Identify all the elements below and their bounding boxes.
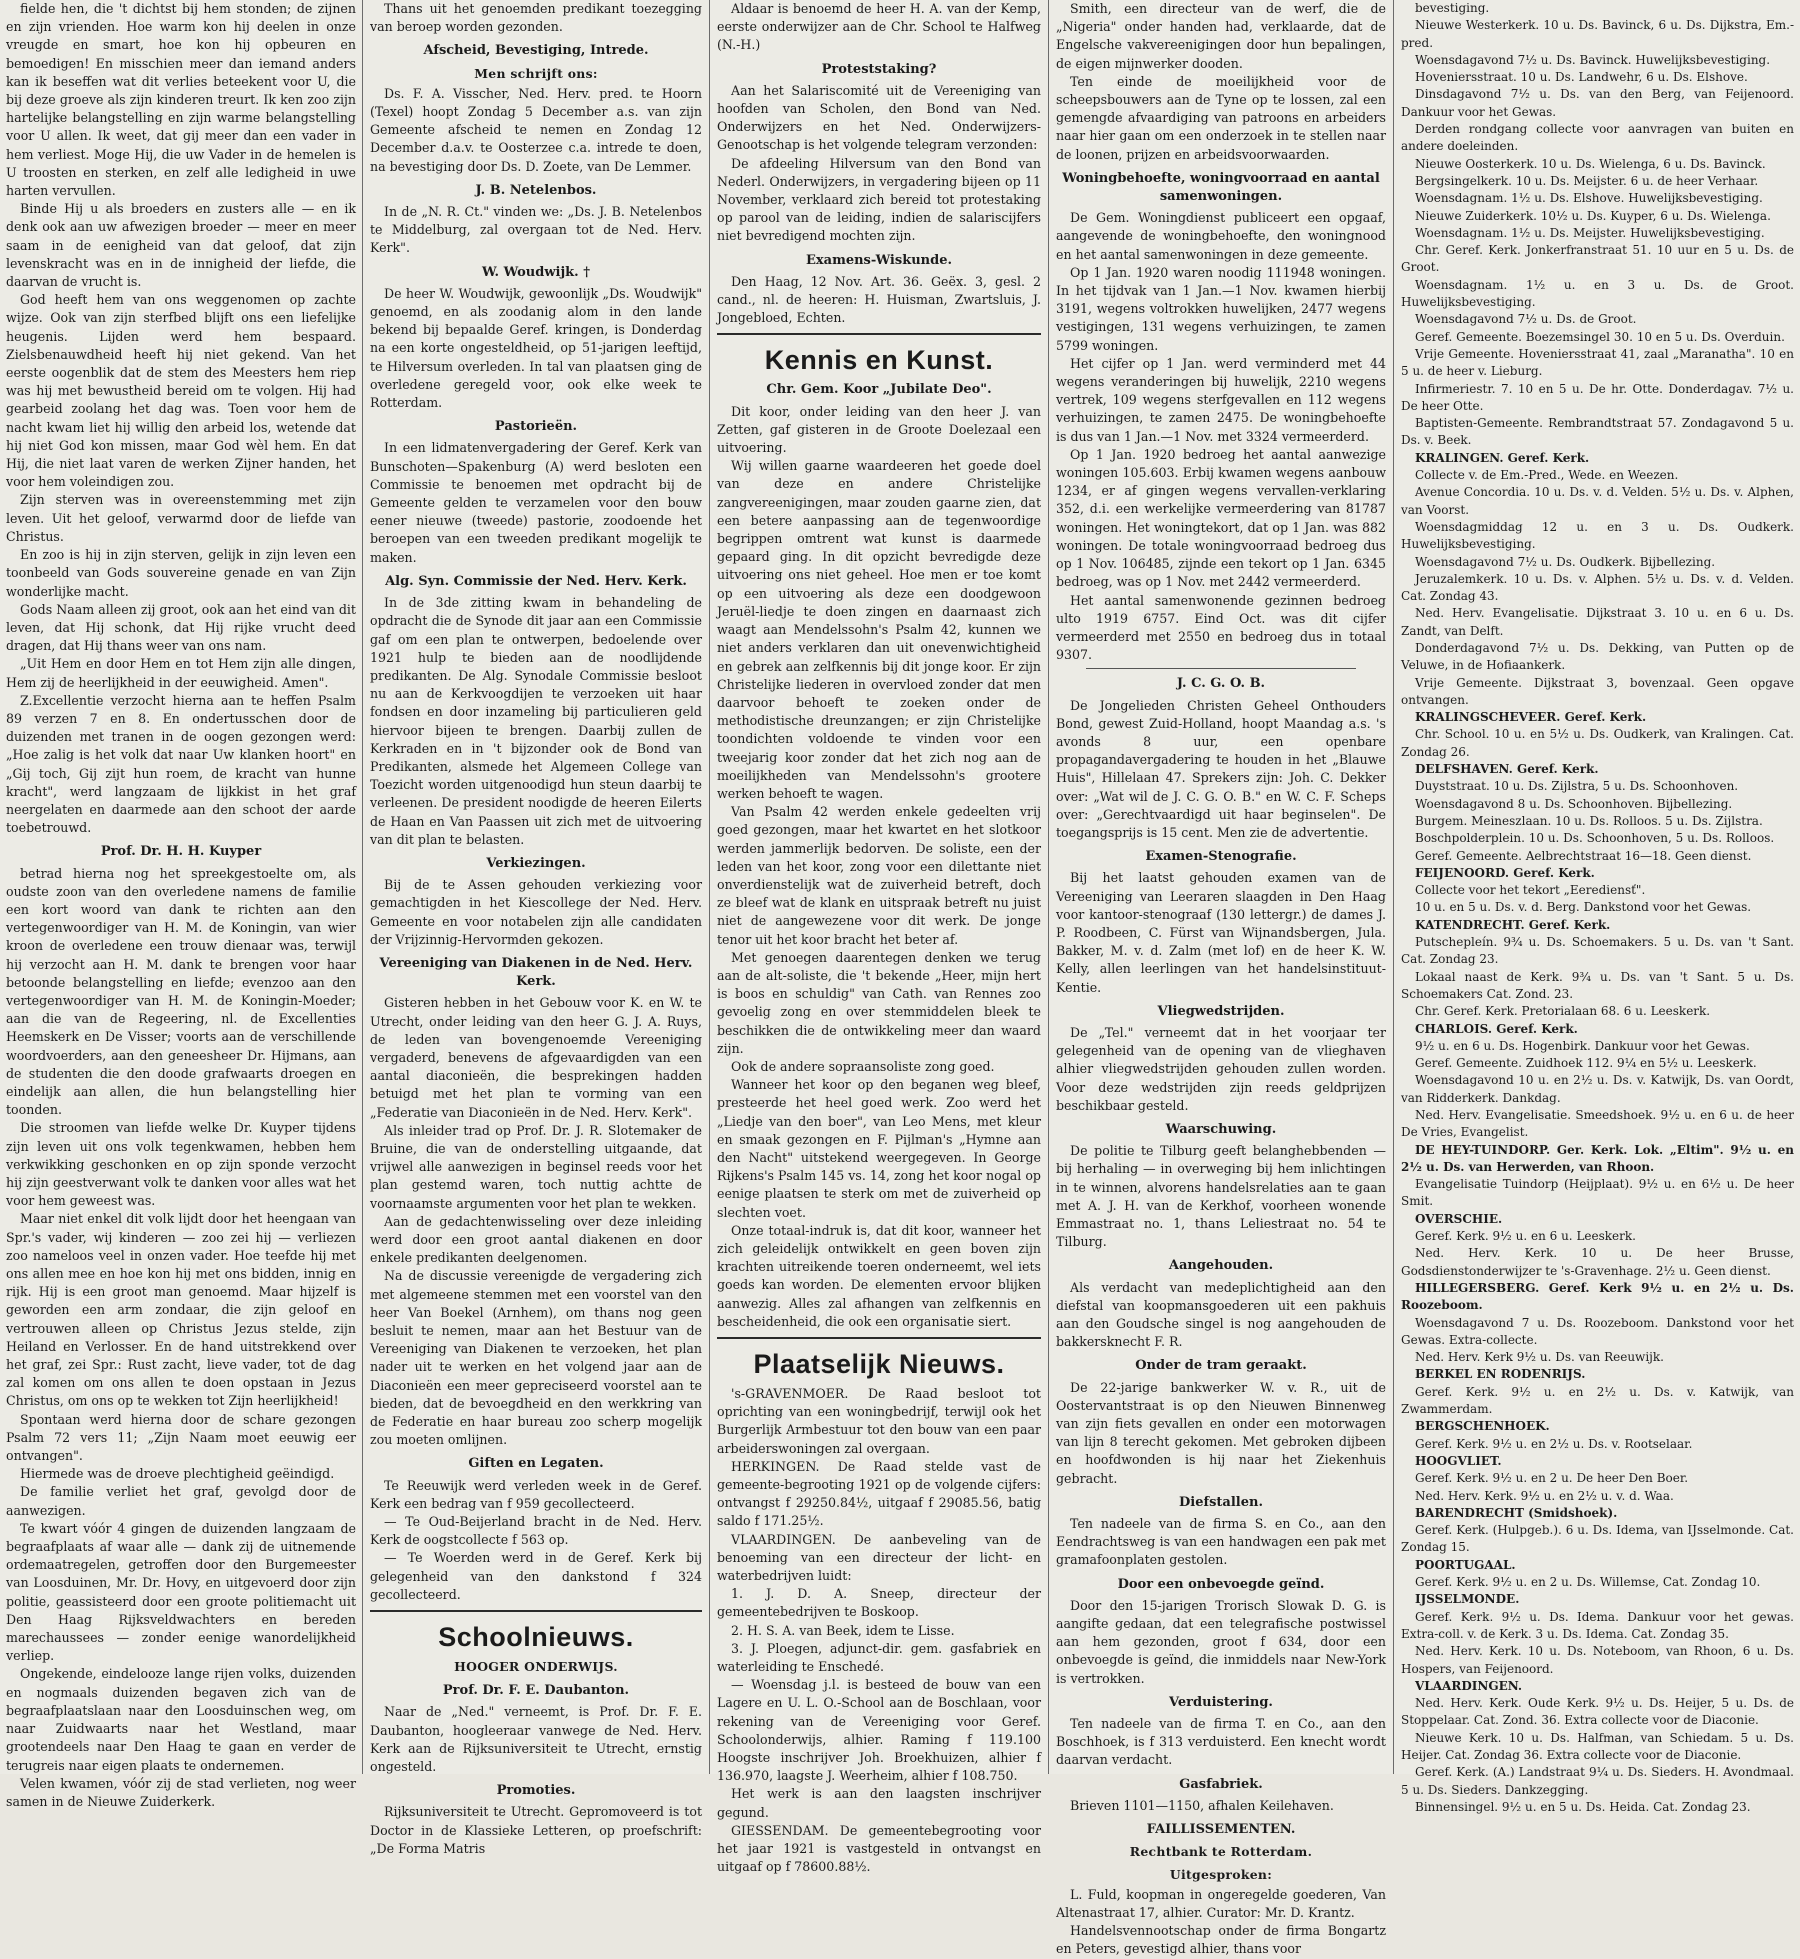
church-service-entry: Ned. Herv. Kerk. 10 u. Ds. Noteboom, van Rhoon, 6 u. Ds. Hospers, van Feijenoord. bbox=[1401, 1644, 1794, 1676]
church-service-entry: Woensdagnam. 1½ u. Ds. Meijster. Huwelijksbevestiging. bbox=[1415, 225, 1765, 240]
paragraph: Door den 15-jarigen Trorisch Slowak D. G. is aangifte gedaan, dat een telegrafische postwissel aan hem gezonden, groot f 634, door een onbevoegde is geïnd, die inmiddels naar New-York is vertrokken. bbox=[1056, 1597, 1386, 1686]
church-service-entry: Burgem. Meineszlaan. 10 u. Ds. Rolloos. 5 u. Ds. Zijlstra. bbox=[1415, 813, 1763, 828]
paragraph: 1. J. D. A. Sneep, directeur der gemeentebedrijven te Boskoop. bbox=[717, 1586, 1041, 1620]
section-heading: Verduistering. bbox=[1169, 1694, 1273, 1710]
church-service-entry: Hoveniersstraat. 10 u. Ds. Landwehr, 6 u. Ds. Elshove. bbox=[1415, 70, 1748, 85]
paragraph: De afdeeling Hilversum van den Bond van Nederl. Onderwijzers, in vergadering bijeen op 11 November, verklaard zich bereid tot protestaking op parool van de leiding, indien de salariscijfers niet bevredigend mochten zijn. bbox=[717, 155, 1041, 244]
section-heading: Waarschuwing. bbox=[1165, 1121, 1277, 1137]
column-divider bbox=[1048, 0, 1049, 1774]
church-service-entry: Chr. Geref. Kerk. Pretorialaan 68. 6 u. Leeskerk. bbox=[1415, 1004, 1711, 1019]
paragraph: Rijksuniversiteit te Utrecht. Gepromoveerd is tot Doctor in de Klassieke Letteren, op proefschrift: „De Forma Matris bbox=[370, 1804, 702, 1856]
church-service-entry: Ned. Herv. Kerk. Oude Kerk. 9½ u. Ds. Heijer, 5 u. Ds. de Stoppelaar. Cat. Zond. 36. Extra collecte voor de Diaconie. bbox=[1401, 1696, 1794, 1728]
paragraph: Gods Naam alleen zij groot, ook aan het eind van dit leven, dat Hij schonk, dat Hij rijke vrucht deed dragen, dat Hij thans weer van ons nam. bbox=[6, 601, 356, 654]
paragraph: Handelsvennootschap onder de firma Bongartz en Peters, gevestigd alhier, thans voor bbox=[1056, 1923, 1386, 1957]
church-service-entry: Woensdagnam. 1½ u. en 3 u. Ds. de Groot. Huwelijksbevestiging. bbox=[1401, 277, 1794, 310]
church-service-entry: Boschpolderplein. 10 u. Ds. Schoonhoven, 5 u. Ds. Rolloos. bbox=[1415, 831, 1775, 846]
church-service-entry: Dinsdagavond 7½ u. Ds. van den Berg, van Feijenoord. Dankuur voor het Gewas. bbox=[1401, 87, 1794, 119]
church-service-entry: KATENDRECHT. Geref. Kerk. bbox=[1415, 917, 1611, 932]
church-service-entry: Ned. Herv. Kerk. 9½ u. en 2½ u. v. d. Waa. bbox=[1415, 1488, 1674, 1503]
paragraph: Op 1 Jan. 1920 bedroeg het aantal aanwezige woningen 105.603. Erbij kwamen wegens aanbouw 1234, er af gingen wegens vervallen-verklaring 352, d.i. een werkelijke vermeerdering van 81787 woningen. Het woningtekort, dat op 1 Jan. was 882 woningen. De totale woningvoorraad bedroeg dus op 1 Nov. 106485, zijnde een tekort op 1 Jan. 6345 bedroeg, was op 1 Nov. met 2442 vermeerderd. bbox=[1056, 446, 1386, 590]
paragraph: — Woensdag j.l. is besteed de bouw van een Lagere en U. L. O.-School aan de Boschlaan, voor rekening van de Vereeniging voor Geref. Schoolonderwijs, alhier. Raming f 119.100 Hoogste inschrijver Joh. Broekhuizen, alhier f 136.970, laagste J. Weerheim, alhier f 108.750. bbox=[717, 1677, 1041, 1784]
section-heading: Verkiezingen. bbox=[486, 855, 586, 871]
church-service-entry: Geref. Kerk. 9½ u. en 6 u. Leeskerk. bbox=[1415, 1229, 1636, 1244]
divider bbox=[370, 1610, 702, 1612]
paragraph: En zoo is hij in zijn sterven, gelijk in zijn leven een toonbeeld van Gods souvereine genade en van Zijn wonderlijke macht. bbox=[6, 547, 356, 599]
section-heading: Aangehouden. bbox=[1168, 1258, 1274, 1274]
church-service-entry: Putschepleín. 9¾ u. Ds. Schoemakers. 5 u. Ds. van 't Sant. Cat. Zondag 23. bbox=[1401, 935, 1794, 967]
section-title: Schoolnieuws. bbox=[438, 1622, 634, 1653]
section-heading: J. B. Netelenbos. bbox=[475, 182, 597, 198]
church-service-entry: Ned. Herv. Kerk. 10 u. De heer Brusse, Godsdienstonderwijzer te 's-Gravenhage. 2½ u. Geen dienst. bbox=[1401, 1246, 1794, 1278]
church-service-entry: VLAARDINGEN. bbox=[1415, 1678, 1523, 1693]
church-service-entry: Geref. Kerk. 9½ u. en 2 u. De heer Den Boer. bbox=[1415, 1471, 1689, 1486]
paragraph: De 22-jarige bankwerker W. v. R., uit de Oostervantstraat is op den Nieuwen Binnenweg van zijn fiets gevallen en onder een motorwagen van lijn 8 terecht gekomen. Met gebroken dijbeen en hoofdwonden is hij naar het Ziekenhuis gebracht. bbox=[1056, 1379, 1386, 1486]
church-service-entry: Woensdagavond 7 u. Ds. Roozeboom. Dankstond voor het Gewas. Extra-collecte. bbox=[1401, 1315, 1794, 1347]
church-service-entry: Nieuwe Oosterkerk. 10 u. Ds. Wielenga, 6 u. Ds. Bavinck. bbox=[1415, 156, 1766, 171]
church-service-entry: Nieuwe Kerk. 10 u. Ds. Halfman, van Schiedam. 5 u. Ds. Heijer. Cat. Zondag 36. Extra collecte voor de Diaconie. bbox=[1401, 1730, 1794, 1762]
church-service-entry: Woensdagnam. 1½ u. Ds. Elshove. Huwelijksbevestiging. bbox=[1415, 191, 1763, 206]
church-service-entry: Woensdagavond 7½ u. Ds. Oudkerk. Bijbellezing. bbox=[1415, 554, 1716, 569]
church-service-entry: Evangelisatie Tuindorp (Heijplaat). 9½ u. en 6½ u. De heer Smit. bbox=[1401, 1177, 1794, 1209]
church-service-entry: Donderdagavond 7½ u. Ds. Dekking, van Putten op de Veluwe, in de Hofiaankerk. bbox=[1401, 640, 1794, 673]
paragraph: Brieven 1101—1150, afhalen Keilehaven. bbox=[1070, 1797, 1334, 1813]
section-heading: Gasfabriek. bbox=[1179, 1776, 1263, 1792]
section-heading: Vereeniging van Diakenen in de Ned. Herv. Kerk. bbox=[379, 955, 693, 990]
paragraph: VLAARDINGEN. De aanbeveling van de benoeming van een directeur der licht- en waterbedrijven luidt: bbox=[717, 1531, 1041, 1584]
paragraph: Wanneer het koor op den beganen weg bleef, presteerde het heel goed werk. Zoo werd het „Liedje van den boer", van Leo Mens, met kleur en smaak gezongen en F. Pijlman's „Hymne aan den Nacht" uitstekend weergegeven. In George Rijkens's Psalm 145 vs. 14, zong het koor nogal op eenige plaatsen te sterk om met de zuiverheid op slechten voet. bbox=[717, 1077, 1041, 1220]
paragraph: Gisteren hebben in het Gebouw voor K. en W. te Utrecht, onder leiding van den heer G. J. A. Ruys, de leden van bovengenoemde Vereeniging vergaderd, benevens de afgevaardigden van een aantal diaconieën, die besprekingen hadden betuigd met het plan te vorming van een „Federatie van Diaconieën in de Ned. Herv. Kerk". bbox=[370, 995, 702, 1120]
paragraph: De familie verliet het graf, gevolgd door de aanwezigen. bbox=[6, 1484, 356, 1518]
church-service-entry: Duyststraat. 10 u. Ds. Zijlstra, 5 u. Ds. Schoonhoven. bbox=[1415, 779, 1739, 794]
section-heading: Afscheid, Bevestiging, Intrede. bbox=[423, 43, 649, 59]
paragraph: Maar niet enkel dit volk lijdt door het heengaan van Spr.'s vader, wij kinderen — zoo zei hij — verliezen zoo nameloos veel in onzen vader. Hoe teefde hij met ons allen mee en hoe kon hij met ons bidden, innig en rijk. Hij is een groot man genoemd. Maar hijzelf is geworden een arm zondaar, die zijn geloof en vertrouwen alleen op Christus Jezus stelde, zijn Heiland en Verlosser. En de hand uitstrekkend over het graf, zei Spr.: Rust zacht, lieve vader, tot de dag zal komen om ons allen te doen opstaan in Jezus Christus, om ons op te wekken tot Zijn heerlijkheid! bbox=[6, 1211, 356, 1409]
section-title: Kennis en Kunst. bbox=[764, 345, 994, 376]
paragraph: Smith, een directeur van de werf, die de „Nigeria" onder handen had, verklaarde, dat de Engelsche vakvereenigingen door hun bepalingen, de eigen mijnwerker dooden. bbox=[1056, 1, 1386, 71]
section-heading: Proteststaking? bbox=[821, 61, 937, 77]
section-heading: W. Woudwijk. † bbox=[481, 264, 591, 280]
speaker-heading: Prof. Dr. H. H. Kuyper bbox=[100, 844, 262, 860]
sub-heading: Rechtbank te Rotterdam. bbox=[1129, 1844, 1313, 1860]
section-heading: Alg. Syn. Commissie der Ned. Herv. Kerk. bbox=[385, 573, 687, 589]
church-service-entry: Infirmeriestr. 7. 10 en 5 u. De hr. Otte. Donderdagav. 7½ u. De heer Otte. bbox=[1401, 381, 1794, 413]
church-service-entry: OVERSCHIE. bbox=[1415, 1211, 1503, 1226]
paragraph: Z.Excellentie verzocht hierna aan te heffen Psalm 89 verzen 7 en 8. En ondertusschen door de duizenden met tranen in de oogen gezongen werd: „Hoe zalig is het volk dat naar Uw klanken hoort" en „Gij toch, Gij zijt hun roem, de kracht van hunne kracht", werd langzaam de lijkkist in het graf neergelaten en daarmede aan den schoot der aarde toebetrouwd. bbox=[6, 692, 356, 836]
paragraph: In de 3de zitting kwam in behandeling de opdracht die de Synode dit jaar aan een Commissie gaf om een plan te ontwerpen, bedoelende over 1921 hulp te bieden aan de noodlijdende predikanten. De Alg. Synodale Commissie besloot nu aan de Kerkvoogdijen te verzoeken uit haar fondsen en door inzameling bij particulieren geld hiervoor bijeen te brengen. Daarbij zullen de Kerkraden en in 't bijzonder ook de Bond van Predikanten, alsmede het Algemeen College van Toezicht worden uitgenoodigd hun steun daarbij te verleenen. De president noodigde de heeren Eilerts de Haan en Van Paassen uit zich met de uitvoering van dit plan te belasten. bbox=[370, 595, 702, 847]
paragraph: Dit koor, onder leiding van den heer J. van Zetten, gaf gisteren in de Groote Doelezaal een uitvoering. bbox=[717, 403, 1041, 456]
church-service-entry: Ned. Herv. Evangelisatie. Dijkstraat 3. 10 u. en 6 u. Ds. Zandt, van Delft. bbox=[1401, 606, 1794, 638]
paragraph: Zijn sterven was in overeenstemming met zijn leven. Uit het geloof, verwarmd door de liefde van Christus. bbox=[6, 492, 356, 544]
paragraph: Te kwart vóór 4 gingen de duizenden langzaam de begraafplaats af waar alle — dank zij de uitnemende ordemaatregelen, getroffen door den Burgemeester van Loosduinen, Mr. Dr. Hovy, en uitgevoerd door zijn politie, geassisteerd door een groote politiemacht uit Den Haag Rijksveldwachters en bereden marechaussees — zonder eenige wanordelijkheid verliep. bbox=[6, 1520, 356, 1664]
church-service-entry: Geref. Kerk. 9½ u. en 2½ u. Ds. v. Katwijk, van Zwammerdam. bbox=[1401, 1384, 1794, 1417]
column-5-church-services bbox=[1395, 0, 1800, 1814]
column-2 bbox=[364, 0, 708, 1856]
church-service-entry: KRALINGEN. Geref. Kerk. bbox=[1415, 450, 1590, 465]
church-service-entry: 9½ u. en 6 u. Ds. Hogenbirk. Dankuur voor het Gewas. bbox=[1415, 1038, 1750, 1053]
section-heading: Woningbehoefte, woningvoorraad en aantal samenwoningen. bbox=[1062, 170, 1380, 205]
paragraph: Velen kwamen, vóór zij de stad verlieten, nog weer samen in de Nieuwe Zuiderkerk. bbox=[6, 1775, 356, 1809]
section-heading: Promoties. bbox=[496, 1783, 576, 1799]
paragraph: Ds. F. A. Visscher, Ned. Herv. pred. te Hoorn (Texel) hoopt Zondag 5 December a.s. van zijn Gemeente afscheid te nemen en Zondag 12 December d.a.v. te Oosterzee c.a. intrede te doen, na bevestiging door Ds. D. Zoete, van De Lemmer. bbox=[370, 85, 702, 174]
church-service-entry: Vrije Gemeente. Dijkstraat 3, bovenzaal. Geen opgave ontvangen. bbox=[1401, 675, 1794, 707]
church-service-entry: Vrije Gemeente. Hoveniersstraat 41, zaal „Maranatha". 10 en 5 u. de heer v. Lieburg. bbox=[1401, 346, 1794, 379]
paragraph: Met genoegen daarentegen denken we terug aan de alt-soliste, die 't bekende „Heer, mijn hert is boos en schuldig" van Cath. van Rennes zoo gevoelig zong en over stemmiddelen bleek te beschikken die de ontwikkeling meer dan waard zijn. bbox=[717, 949, 1041, 1056]
church-service-entry: Geref. Gemeente. Boezemsingel 30. 10 en 5 u. Ds. Overduin. bbox=[1415, 329, 1785, 344]
church-service-entry: Lokaal naast de Kerk. 9¾ u. Ds. van 't Sant. 5 u. Ds. Schoemakers Cat. Zond. 23. bbox=[1401, 969, 1794, 1001]
church-service-entry: bevestiging. bbox=[1415, 1, 1490, 15]
column-divider bbox=[1393, 0, 1394, 1774]
section-heading: FAILLISSEMENTEN. bbox=[1146, 1822, 1296, 1838]
sub-heading: Uitgesproken: bbox=[1169, 1866, 1273, 1882]
church-service-entry: Geref. Kerk. 9½ u. Ds. Idema. Dankuur voor het gewas. Extra-coll. v. de Kerk. 3 u. Ds. Idema. Cat. Zondag 35. bbox=[1401, 1609, 1794, 1641]
church-service-entry: Geref. Kerk. 9½ u. en 2 u. Ds. Willemse, Cat. Zondag 10. bbox=[1415, 1575, 1761, 1590]
church-service-entry: Geref. Kerk. 9½ u. en 2½ u. Ds. v. Rootselaar. bbox=[1415, 1436, 1693, 1451]
column-1 bbox=[0, 0, 362, 1809]
paragraph: „Uit Hem en door Hem en tot Hem zijn alle dingen, Hem zij de heerlijkheid in der eeuwigheid. Amen". bbox=[6, 656, 356, 690]
paragraph: Wij willen gaarne waardeeren het goede doel van deze en andere Christelijke zangvereenigingen, maar zouden gaarne zien, dat een betere aanpassing aan de tegenwoordige begrippen omtrent wat kunst is daarmede gepaard ging. In dit opzicht bevredigde deze uitvoering ons niet geheel. Hoe men er toe komt op een uitvoering als deze een doodgewoon Jeruël-liedje te doen zingen en daarnaast zich waagt aan Mendelssohn's Psalm 42, kunnen we niet anders verklaren dan uit onevenwichtigheid en gebrek aan zelfkennis bij dit jonge koor. Er zijn Christelijke liederen in overvloed zonder dat men daarvoor behoeft te zoeken onder de methodistische dreunzangen; er zijn Christelijke toondichten voldoende te vinden voor een tweejarig koor zonder dat het zich nog aan de moeilijkheden van Mendelssohn's grootere werken behoeft te wagen. bbox=[717, 458, 1041, 801]
paragraph: GIESSENDAM. De gemeentebegrooting voor het jaar 1921 is vastgesteld in ontvangst en uitgaaf op f 78600.88½. bbox=[717, 1822, 1041, 1875]
section-title: Plaatselijk Nieuws. bbox=[753, 1349, 1005, 1380]
church-service-entry: BERGSCHENHOEK. bbox=[1415, 1419, 1550, 1434]
paragraph: Bij het laatst gehouden examen van de Vereeniging van Leeraren slaagden in Den Haag voor kantoor-stenograaf (130 lettergr.) de dames J. P. Roodbeen, C. Fürst van Wijnandsbergen, Jula. Bakker, M. v. d. Zalm (met lof) en de heer K. W. Kelly, allen leerlingen van het handelsinstituut-Kentie. bbox=[1056, 870, 1386, 995]
church-service-entry: Collecte v. de Em.-Pred., Wede. en Weezen. bbox=[1415, 468, 1679, 483]
section-heading: Vliegwedstrijden. bbox=[1157, 1003, 1285, 1019]
column-divider bbox=[709, 0, 710, 1774]
paragraph: Bij de te Assen gehouden verkiezing voor gemachtigden in het Kiescollege der Ned. Herv. Gemeente en voor notabelen zijn alle candidaten der Vrijzinnig-Hervormden gekozen. bbox=[370, 877, 702, 947]
section-heading: Examen-Stenografie. bbox=[1145, 849, 1297, 865]
church-service-entry: Nieuwe Zuiderkerk. 10½ u. Ds. Kuyper, 6 u. Ds. Wielenga. bbox=[1415, 208, 1771, 223]
church-service-entry: Woensdagavond 8 u. Ds. Schoonhoven. Bijbellezing. bbox=[1415, 796, 1733, 811]
paragraph: — Te Oud-Beijerland bracht in de Ned. Herv. Kerk de oogstcollecte f 563 op. bbox=[370, 1514, 702, 1548]
paragraph: — Te Woerden werd in de Geref. Kerk bij gelegenheid van den dankstond f 324 gecollecteerd. bbox=[370, 1550, 702, 1602]
church-service-entry: HOOGVLIET. bbox=[1415, 1453, 1502, 1468]
church-service-entry: Geref. Kerk. (Hulpgeb.). 6 u. Ds. Idema, van IJsselmonde. Cat. Zondag 15. bbox=[1401, 1523, 1794, 1555]
church-service-entry: IJSSELMONDE. bbox=[1415, 1592, 1520, 1607]
paragraph: 2. H. S. A. van Beek, idem te Lisse. bbox=[731, 1622, 955, 1638]
paragraph: Naar de „Ned." verneemt, is Prof. Dr. F. E. Daubanton, hoogleeraar vanwege de Ned. Herv. Kerk aan de Rijksuniversiteit te Utrecht, ernstig ongesteld. bbox=[370, 1704, 702, 1775]
paragraph: Onze totaal-indruk is, dat dit koor, wanneer het zich geleidelijk ontwikkelt en geen boven zijn krachten uitreikende toeren onderneemt, wel iets goeds kan worden. De elementen ervoor blijken aanwezig. Alles zal afhangen van zelfkennis en bescheidenheid, die ook een organisatie siert. bbox=[717, 1222, 1041, 1329]
column-3 bbox=[711, 0, 1047, 1875]
paragraph: betrad hierna nog het spreekgestoelte om, als oudste zoon van den overledene namens de familie een kort woord van dank te richten aan den vertegenwoordiger van H. M. de Koningin, van wier kroon de overledene een trouw dienaar was, terwijl hij verzocht aan H. M. dank te brengen voor haar betoonde belangstelling en liefde; evenzoo aan den vertegenwoordiger van H. M. de Koningin-Moeder; aan die van de Regeering, nl. de Excellenties Heemskerk en De Visser; voorts aan de verschillende woordvoerders, aan den geneesheer Dr. Hijmans, aan de studenten die den doode grafwaarts droegen en eindelijk aan allen, die hun belangstelling hier toonden. bbox=[6, 865, 356, 1118]
church-service-entry: Nieuwe Westerkerk. 10 u. Ds. Bavinck, 6 u. Ds. Dijkstra, Em.-pred. bbox=[1401, 18, 1794, 50]
church-service-entry: DE HEY-TUINDORP. Ger. Kerk. Lok. „Eltim". 9½ u. en 2½ u. Ds. van Herwerden, van Rhoon. bbox=[1401, 1142, 1794, 1174]
church-service-entry: Baptisten-Gemeente. Rembrandtstraat 57. Zondagavond 5 u. Ds. v. Beek. bbox=[1401, 416, 1794, 448]
church-service-entry: Chr. School. 10 u. en 5½ u. Ds. Oudkerk, van Kralingen. Cat. Zondag 26. bbox=[1401, 727, 1794, 759]
column-4 bbox=[1050, 0, 1392, 1957]
paragraph: Het werk is aan den laagsten inschrijver gegund. bbox=[717, 1786, 1041, 1820]
church-service-entry: BERKEL EN RODENRIJS. bbox=[1415, 1367, 1586, 1382]
church-service-entry: Derden rondgang collecte voor aanvragen van buiten en andere doeleinden. bbox=[1401, 122, 1794, 154]
paragraph: HERKINGEN. De Raad stelde vast de gemeente-begrooting 1921 op de volgende cijfers: ontvangst f 29250.84½, uitgaaf f 29085.56, batig saldo f 171.25½. bbox=[717, 1458, 1041, 1529]
paragraph: Aan de gedachtenwisseling over deze inleiding werd door een groot aantal diakenen en door enkele predikanten deelgenomen. bbox=[370, 1213, 702, 1266]
church-service-entry: Avenue Concordia. 10 u. Ds. v. d. Velden. 5½ u. Ds. v. Alphen, van Voorst. bbox=[1401, 485, 1794, 517]
paragraph: Spontaan werd hierna door de schare gezongen Psalm 72 vers 11; „Zijn Naam moet eeuwig eer ontvangen". bbox=[6, 1411, 356, 1464]
paragraph: Hiermede was de droeve plechtigheid geëindigd. bbox=[20, 1466, 335, 1482]
paragraph: God heeft hem van ons weggenomen op zachte wijze. Ook van zijn sterfbed blijft ons een liefelijke heugenis. Lijden werd hem bespaard. Zielsbenauwdheid heeft hij niet gekend. Van het eerste oogenblik dat de stem des Meesters hem riep was hij met bewustheid bereid om te volgen. Hij had gearbeid zoolang het dag was. Toen voor hem de nacht kwam liet hij willig den arbeid los, wetende dat hij niet God kon missen, maar God wèl hem. En dat Hij, die niet laat varen de werken Zijner handen, het voor hem voleindigen zou. bbox=[6, 292, 356, 490]
church-service-entry: Ned. Herv. Kerk 9½ u. Ds. van Reeuwijk. bbox=[1415, 1350, 1664, 1365]
divider bbox=[717, 333, 1041, 335]
section-heading: Chr. Gem. Koor „Jubilate Deo". bbox=[766, 382, 992, 398]
paragraph: Ongekende, eindelooze lange rijen volks, duizenden en nogmaals duizenden begaven zich van de begraafplaatslaan naar den Loosduinschen weg, om naar Zuidwaarts naar het Westland, maar grootendeels naar Den Haag te gaan en verder de terugreis naar eigen plaats te ondernemen. bbox=[6, 1666, 356, 1773]
church-service-entry: Geref. Gemeente. Aelbrechtstraat 16—18. Geen dienst. bbox=[1415, 848, 1752, 863]
church-service-entry: Jeruzalemkerk. 10 u. Ds. v. Alphen. 5½ u. Ds. v. d. Velden. Cat. Zondag 43. bbox=[1401, 571, 1794, 604]
paragraph: Die stroomen van liefde welke Dr. Kuyper tijdens zijn leven uit ons volk tegenkwamen, hebben hem verkwikking geschonken en op zijn sponde verzocht hij zijn geestverwant volk te danken voor alles wat het voor hem geweest was. bbox=[6, 1120, 356, 1209]
paragraph: Thans uit het genoemden predikant toezegging van beroep worden gezonden. bbox=[370, 1, 702, 35]
section-heading: Onder de tram geraakt. bbox=[1135, 1358, 1307, 1374]
paragraph: Als verdacht van medeplichtigheid aan den diefstal van koopmansgoederen uit een pakhuis aan den Goudsche singel is nog aangehouden de bakkersknecht F. R. bbox=[1056, 1279, 1386, 1350]
church-service-entry: POORTUGAAL. bbox=[1415, 1557, 1516, 1572]
paragraph: 's-GRAVENMOER. De Raad besloot tot oprichting van een woningbedrijf, terwijl ook het Burgerlijk Armbestuur tot den bouw van een paar arbeiderswoningen zal overgaan. bbox=[717, 1386, 1041, 1456]
paragraph: Den Haag, 12 Nov. Art. 36. Geëx. 3, gesl. 2 cand., nl. de heeren: H. Huisman, Zwartsluis, J. Jongebloed, Echten. bbox=[717, 273, 1041, 326]
church-service-entry: Collecte voor het tekort „Eerediensť". bbox=[1415, 883, 1646, 898]
sub-heading: HOOGER ONDERWIJS. bbox=[454, 1659, 618, 1675]
paragraph: L. Fuld, koopman in ongeregelde goederen, Van Altenastraat 17, alhier. Curator: Mr. D. Krantz. bbox=[1056, 1886, 1386, 1920]
church-service-entry: Woensdagavond 7½ u. Ds. Bavinck. Huwelijksbevestiging. bbox=[1415, 52, 1771, 67]
paragraph: Ook de andere sopraansoliste zong goed. bbox=[731, 1058, 995, 1074]
paragraph: Te Reeuwijk werd verleden week in de Geref. Kerk een bedrag van f 959 gecollecteerd. bbox=[370, 1477, 702, 1511]
section-heading: Diefstallen. bbox=[1179, 1494, 1263, 1510]
church-service-entry: Geref. Gemeente. Zuidhoek 112. 9¼ en 5½ u. Leeskerk. bbox=[1415, 1056, 1757, 1071]
section-heading: Examens-Wiskunde. bbox=[806, 252, 952, 268]
church-service-entry: CHARLOIS. Geref. Kerk. bbox=[1415, 1021, 1578, 1036]
paragraph: De heer W. Woudwijk, gewoonlijk „Ds. Woudwijk" genoemd, en als zoodanig alom in den lande bekend bij bepaalde Geref. kringen, is Donderdag na een korte ongesteldheid, op 51-jarigen leeftijd, te Hilversum overleden. In tal van plaatsen ging de overledene geregeld voor, ook elke week te Rotterdam. bbox=[370, 285, 702, 411]
church-service-entry: 10 u. en 5 u. Ds. v. d. Berg. Dankstond voor het Gewas. bbox=[1415, 900, 1752, 915]
church-service-entry: Binnensingel. 9½ u. en 5 u. Ds. Heida. Cat. Zondag 23. bbox=[1415, 1799, 1751, 1814]
paragraph: Binde Hij u als broeders en zusters alle — en ik denk ook aan uw afwezigen broeder — meer en meer saam in de eenigheid van dat geloof, dat zijn levenskracht was en in de innigheid der liefde, die daarvan de vrucht is. bbox=[6, 201, 356, 290]
church-service-entry: BARENDRECHT (Smidshoek). bbox=[1415, 1505, 1618, 1520]
church-service-entry: Ned. Herv. Evangelisatie. Smeedshoek. 9½ u. en 6 u. de heer De Vries, Evangelist. bbox=[1401, 1108, 1794, 1140]
church-service-entry: Geref. Kerk. (A.) Landstraat 9¼ u. Ds. Sieders. H. Avondmaal. 5 u. Ds. Sieders. Dankzegging. bbox=[1401, 1765, 1794, 1797]
section-heading: Prof. Dr. F. E. Daubanton. bbox=[442, 1683, 630, 1699]
sub-heading: Men schrijft ons: bbox=[474, 65, 598, 81]
paragraph: Op 1 Jan. 1920 waren noodig 111948 woningen. In het tijdvak van 1 Jan.—1 Nov. kwamen hierbij 3191, wegens voltrokken huwelijken, 2477 wegens vestigingen, 131 wegens verhuizingen, te zamen 5799 woningen. bbox=[1056, 264, 1386, 353]
column-divider bbox=[362, 0, 363, 1774]
paragraph: Het cijfer op 1 Jan. werd verminderd met 44 wegens veranderingen bij huwelijk, 2210 wegens vertrek, 109 wegens sterfgevallen en 112 wegens verhuizingen, te zamen 2475. De woningbehoefte is dus van 1 Jan.—1 Nov. met 3324 vermeerderd. bbox=[1056, 355, 1386, 444]
paragraph: Aan het Salariscomité uit de Vereeniging van hoofden van Scholen, den Bond van Ned. Onderwijzers en het Ned. Onderwijzers-Genootschap is het volgende telegram verzonden: bbox=[717, 82, 1041, 153]
church-service-entry: Woensdagavond 10 u. en 2½ u. Ds. v. Katwijk, Ds. van Oordt, van Ridderkerk. Dankdag. bbox=[1401, 1073, 1794, 1105]
section-heading: Giften en Legaten. bbox=[468, 1456, 604, 1472]
paragraph: In een lidmatenvergadering der Geref. Kerk van Bunschoten—Spakenburg (A) werd besloten een Commissie te benoemen met opdracht bij de Gemeente gelden te verzamelen voor den bouw eener nieuwe (tweede) pastorie, zoodoende het beroepen van een tweeden predikant mogelijk te maken. bbox=[370, 440, 702, 565]
paragraph: Als inleider trad op Prof. Dr. J. R. Slotemaker de Bruine, die van de onderstelling uitgaande, dat vrijwel alle aanwezigen in beginsel reeds voor het plan gestemd waren, toch nuttig achtte de voornaamste argumenten voor het plan te wekken. bbox=[370, 1122, 702, 1211]
church-service-entry: Chr. Geref. Kerk. Jonkerfranstraat 51. 10 uur en 5 u. Ds. de Groot. bbox=[1401, 243, 1794, 275]
paragraph: De „Tel." verneemt dat in het voorjaar ter gelegenheid van de opening van de vlieghaven alhier vliegwedstrijden gehouden zullen worden. Voor deze wedstrijden zijn reeds geldprijzen beschikbaar gesteld. bbox=[1056, 1024, 1386, 1113]
paragraph: In de „N. R. Ct." vinden we: „Ds. J. B. Netelenbos te Middelburg, zal overgaan tot de Ned. Herv. Kerk". bbox=[370, 204, 702, 256]
church-service-entry: Woensdagavond 7½ u. Ds. de Groot. bbox=[1415, 312, 1637, 327]
paragraph: Van Psalm 42 werden enkele gedeelten vrij goed gezongen, maar het kwartet en het slotkoor werden jammerlijk bedorven. De soliste, een der leden van het koor, zong voor een dilettante niet onverdienstelijk wat de zuiverheid betreft, doch ze bleef wat de klank en uitspraak betreft nu juist niet de aangewezene voor dit werk. De jonge tenor uit het koor bracht het beter af. bbox=[717, 804, 1041, 947]
church-service-entry: HILLEGERSBERG. Geref. Kerk 9½ u. en 2½ u. Ds. Roozeboom. bbox=[1401, 1280, 1794, 1313]
paragraph: Ten nadeele van de firma S. en Co., aan den Eendrachtsweg is van een handwagen een pak met gramafoonplaten gestolen. bbox=[1056, 1516, 1386, 1568]
paragraph: Ten einde de moeilijkheid voor de scheepsbouwers aan de Tyne op te lossen, zal een gemengde afvaardiging van patroons en arbeiders naar hier gaan om een onderzoek in te stellen naar de loonen, prijzen en arbeidsvoorwaarden. bbox=[1056, 73, 1386, 162]
paragraph: De Gem. Woningdienst publiceert een opgaaf, aangevende de woningbehoefte, den woningnood en het aantal samenwoningen in deze gemeente. bbox=[1056, 210, 1386, 262]
paragraph: De politie te Tilburg geeft belanghebbenden — bij herhaling — in overweging bij hem inlichtingen in te winnen, alvorens handelsrelaties aan te gaan met A. J. H. van de Kerkhof, voorheen wonende Emmastraat no. 1, thans Leliestraat no. 54 te Tilburg. bbox=[1056, 1143, 1386, 1250]
paragraph: Het aantal samenwonende gezinnen bedroeg ulto 1919 6757. Eind Oct. was dit cijfer vermeerderd met 2550 en bedroeg dus in totaal 9307. bbox=[1056, 592, 1386, 663]
divider bbox=[717, 1337, 1041, 1339]
section-heading: Pastorieën. bbox=[494, 419, 578, 435]
church-service-entry: Bergsingelkerk. 10 u. Ds. Meijster. 6 u. de heer Verhaar. bbox=[1415, 173, 1759, 188]
divider bbox=[1086, 668, 1356, 669]
paragraph: 3. J. Ploegen, adjunct-dir. gem. gasfabriek en waterleiding te Enschedé. bbox=[717, 1640, 1041, 1675]
section-heading: J. C. G. O. B. bbox=[1176, 676, 1266, 692]
paragraph: De Jongelieden Christen Geheel Onthouders Bond, gewest Zuid-Holland, hoopt Maandag a.s. 's avonds 8 uur, een openbare propagandavergadering te houden in het „Blauwe Huis", Hillelaan 47. Sprekers zijn: Joh. C. Dekker over: „Wat wil de J. C. G. O. B." en W. C. F. Scheps over: „Gerechtvaardigd uit haar beginselen". De toegangsprijs is 15 cent. Men zie de advertentie. bbox=[1056, 697, 1386, 840]
paragraph: fielde hen, die 't dichtst bij hem stonden; de zijnen en zijn vrienden. Hoe warm kon hij deelen in onze vreugde en smart, hoe kon hij opbeuren en bemoedigen! En misschien meer dan iemand anders kan ik beseffen wat dit verlies beteekent voor U, die bij deze groeve als zijn kinderen treurt. Ik ken zoo zijn hartelijke belangstelling en zijn warme belangstelling voor U allen. Ik weet, dat gij meer dan een vader in hem verliest. Moge Hij, die uw Vader in de hemelen is U troosten en sterken, en zelf alle ledigheid in uwe harten vervullen. bbox=[6, 1, 356, 199]
church-service-entry: KRALINGSCHEVEER. Geref. Kerk. bbox=[1415, 710, 1647, 725]
paragraph: Ten nadeele van de firma T. en Co., aan den Boschhoek, is f 313 verduisterd. Een knecht wordt daarvan verdacht. bbox=[1056, 1716, 1386, 1768]
paragraph: Na de discussie vereenigde de vergadering zich met algemeene stemmen met een voorstel van den heer Van Boekel (Arnhem), om thans nog geen besluit te nemen, maar aan het Bestuur van de Vereeniging van Diakenen te verzoeken, het plan nader uit te werken en het volgend jaar aan de Diaconieën een meer gepreciseerd voorstel aan te bieden, dat de bevoegdheid en den werkkring van de Federatie en haar bureau zoo scherp mogelijk zou moeten omlijnen. bbox=[370, 1268, 702, 1448]
church-service-entry: Woensdagmiddag 12 u. en 3 u. Ds. Oudkerk. Huwelijksbevestiging. bbox=[1401, 519, 1794, 552]
section-heading: Door een onbevoegde geïnd. bbox=[1117, 1576, 1325, 1592]
church-service-entry: DELFSHAVEN. Geref. Kerk. bbox=[1415, 762, 1599, 777]
paragraph: Aldaar is benoemd de heer H. A. van der Kemp, eerste onderwijzer aan de Chr. School te Halfweg (N.-H.) bbox=[717, 1, 1041, 53]
church-service-entry: FEIJENOORD. Geref. Kerk. bbox=[1415, 865, 1595, 880]
